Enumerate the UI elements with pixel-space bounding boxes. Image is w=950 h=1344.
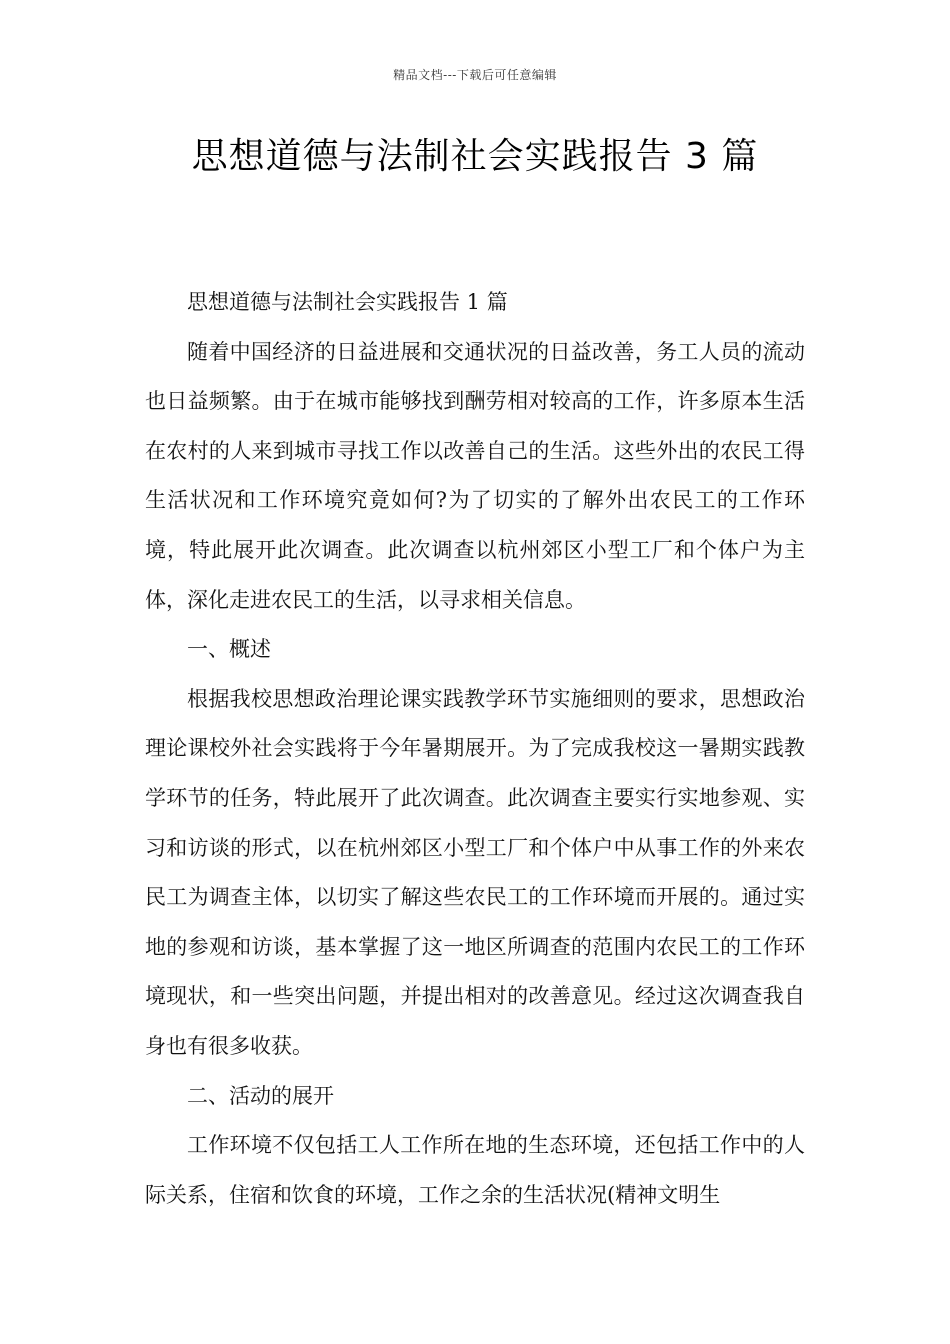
paragraph-intro: 随着中国经济的日益进展和交通状况的日益改善，务工人员的流动也日益频繁。由于在城市能够找到酬劳相对较高的工作，许多原本生活在农村的人来到城市寻找工作以改善自己的生活。这些外出的农民工得生活状况和工作环境究竟如何?为了切实的了解外出农民工的工作环境，特此展开此次调查。此次调查以杭州郊区小型工厂和个体户为主体，深化走进农民工的生活，以寻求相关信息。	[145, 339, 805, 612]
section-heading-activity: 二、活动的展开	[187, 1083, 334, 1108]
document-body	[145, 278, 805, 1220]
paragraph-overview: 根据我校思想政治理论课实践教学环节实施细则的要求，思想政治理论课校外社会实践将于今年暑期展开。为了完成我校这一暑期实践教学环节的任务，特此展开了此次调查。此次调查主要实行实地参观、实习和访谈的形式，以在杭州郊区小型工厂和个体户中从事工作的外来农民工为调查主体，以切实了解这些农民工的工作环境而开展的。通过实地的参观和访谈，基本掌握了这一地区所调查的范围内农民工的工作环境现状，和一些突出问题，并提出相对的改善意见。经过这次调查我自身也有很多收获。	[145, 686, 805, 1058]
section-heading-overview: 一、概述	[187, 637, 271, 662]
paragraph-activity: 工作环境不仅包括工人工作所在地的生态环境，还包括工作中的人际关系，住宿和饮食的环境，工作之余的生活状况(精神文明生	[145, 1133, 805, 1207]
document-title: 思想道德与法制社会实践报告 3 篇	[191, 136, 759, 177]
section-heading-report-1: 思想道德与法制社会实践报告 1 篇	[187, 290, 508, 314]
header-note: 精品文档---下载后可任意编辑	[393, 68, 557, 82]
